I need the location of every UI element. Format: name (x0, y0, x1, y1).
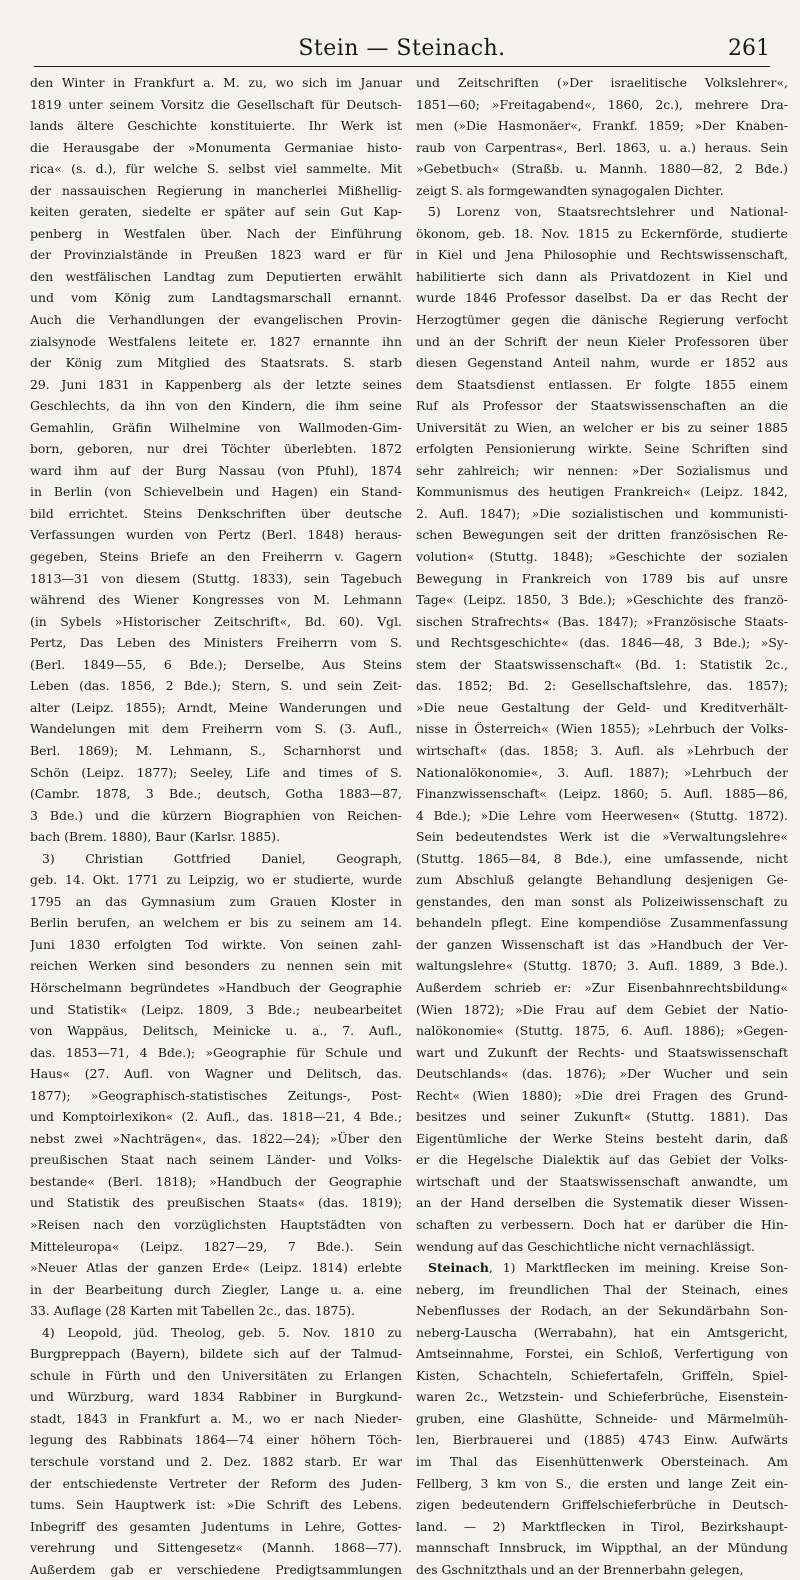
text-line: und Statistik« (Leipz. 1809, 3 Bde.; neubearbeitet (30, 1001, 402, 1017)
text-line: genstandes, den man sonst als Polizeiwissenschaft zu (416, 893, 788, 909)
text-line: (Wien 1872); »Die Frau auf dem Gebiet der Natio- (416, 1001, 788, 1017)
running-header (34, 30, 770, 67)
text-line: nisse in Österreich« (Wien 1855); »Lehrbuch der Volks- (416, 721, 788, 737)
text-line: ökonom, geb. 18. Nov. 1815 zu Eckernförde, studierte (416, 225, 788, 241)
text-line: 1813—31 von diesem (Stuttg. 1833), sein Tagebuch (30, 570, 402, 586)
text-line: Finanzwissenschaft« (Leipz. 1860; 5. Aufl. 1885—86, (416, 786, 788, 802)
text-line: geb. 14. Okt. 1771 zu Leipzig, wo er studierte, wurde (30, 872, 402, 888)
text-line: Sein bedeutendstes Werk ist die »Verwaltungslehre« (416, 829, 788, 845)
page-header-title: Stein — Steinach. (298, 36, 506, 61)
text-line: erfolgten Pensionierung wirkte. Seine Schriften sind (416, 441, 788, 457)
text-line: dem Staatsdienst entlassen. Er folgte 1855 einem (416, 376, 788, 392)
text-line: Fellberg, 3 km von S., die ersten und lange Zeit ein- (416, 1475, 788, 1491)
text-line: Berl. 1869); M. Lehmann, S., Scharnhorst und (30, 742, 402, 758)
text-line: Inbegriff des gesamten Judentums in Lehre, Gottes- (30, 1518, 402, 1534)
text-line: legung des Rabbinats 1864—74 einer höhern Töch- (30, 1432, 402, 1448)
text-line: und Komptoirlexikon« (2. Aufl., das. 1818—21, 4 Bde.; (30, 1109, 402, 1125)
text-line: Außerdem gab er verschiedene Predigtsammlungen (30, 1561, 402, 1577)
text-line: schaften zu verbessern. Doch hat er darüber die Hin- (416, 1216, 788, 1232)
text-line: Schön (Leipz. 1877); Seeley, Life and times of S. (30, 764, 402, 780)
text-line: in Berlin (von Schievelbein und Hagen) ein Stand- (30, 484, 402, 500)
text-line: 1819 unter seinem Vorsitz die Gesellschaft für Deutsch- (30, 96, 402, 112)
text-line: Verfassungen wurden von Pertz (Berl. 1848) heraus- (30, 527, 402, 543)
text-line: Deutschlands« (das. 1876); »Der Wucher und sein (416, 1066, 788, 1082)
text-line: sehr zahlreich; wir nennen: »Der Sozialismus und (416, 462, 788, 478)
text-line: 1877); »Geographisch-statistisches Zeitungs-, Post- (30, 1087, 402, 1103)
text-line: und Statistik des preußischen Staats« (das. 1819); (30, 1195, 402, 1211)
text-line: Kisten, Schachteln, Schiefertafeln, Griffeln, Spiel- (416, 1367, 788, 1383)
text-line: (Cambr. 1878, 3 Bde.; deutsch, Gotha 1883—87, (30, 786, 402, 802)
text-line: und vom König zum Landtagsmarschall ernannt. (30, 290, 402, 306)
text-line: 3) Christian Gottfried Daniel, Geograph, (42, 850, 402, 866)
text-line: alter (Leipz. 1855); Arndt, Meine Wanderungen und (30, 699, 402, 715)
text-line: 3 Bde.) und die kürzern Biographien von Reichen- (30, 807, 402, 823)
text-line: Juni 1830 erfolgten Tod wirkte. Von seinen zahl- (30, 936, 402, 952)
text-line: bild errichtet. Steins Denkschriften über deutsche (30, 505, 402, 521)
text-line: wart und Zukunft der Rechts- und Staatswissenschaft (416, 1044, 788, 1060)
text-line: Nationalökonomie«, 3. Aufl. 1887); »Lehrbuch der (416, 764, 788, 780)
entry-headword: Steinach (428, 1260, 489, 1276)
text-line: Pertz, Das Leben des Ministers Freiherrn vom S. (30, 635, 402, 651)
text-line: 4) Leopold, jüd. Theolog, geb. 5. Nov. 1810 zu (42, 1324, 402, 1340)
text-line: Herzogtümer gegen die dänische Regierung verfocht (416, 312, 788, 328)
text-line: besitzes und seiner Zukunft« (Stuttg. 1881). Das (416, 1109, 788, 1125)
text-line: born, geboren, nur drei Töchter überlebten. 1872 (30, 441, 402, 457)
text-line: 5) Lorenz von, Staatsrechtslehrer und National- (428, 204, 788, 220)
text-line: Geschlechts, da ihn von den Kindern, die ihm seine (30, 398, 402, 414)
text-line: 33. Auflage (28 Karten mit Tabellen 2c., das. 1875). (30, 1303, 356, 1319)
text-line: nebst zwei »Nachträgen«, das. 1822—24); »Über den (30, 1130, 402, 1146)
text-line: Bewegung in Frankreich von 1789 bis auf unsre (416, 570, 788, 586)
text-line: zigen bedeutendern Griffelschieferbrüche in Deutsch- (416, 1497, 788, 1513)
text-line: wurde 1846 Professor daselbst. Da er das Recht der (416, 290, 788, 306)
text-line: gruben, eine Glashütte, Schneide- und Märmelmüh- (416, 1410, 788, 1426)
text-line: neberg-Lauscha (Werrabahn), hat ein Amtsgericht, (416, 1324, 788, 1340)
text-line: (Stuttg. 1865—84, 8 Bde.), eine umfassende, nicht (416, 850, 788, 866)
text-line: an der Hand derselben die Systematik dieser Wissen- (416, 1195, 788, 1211)
text-line: sischen Strafrechts« (Bas. 1847); »Französische Staats- (416, 613, 788, 629)
text-line: men (»Die Hasmonäer«, Frankf. 1859; »Der Knaben- (416, 118, 788, 134)
left-text-column (30, 72, 402, 1580)
text-line: Haus« (27. Aufl. von Wagner und Delitsch, das. (30, 1066, 402, 1082)
text-line: Berlin berufen, an welchem er bis zu seinem am 14. (30, 915, 402, 931)
text-line: Ruf als Professor der Staatswissenschaften an die (416, 398, 788, 414)
text-line: ward ihm auf der Burg Nassau (von Pfuhl), 1874 (30, 462, 402, 478)
text-line: bestande« (Berl. 1818); »Handbuch der Geographie (30, 1173, 402, 1189)
text-line: (in Sybels »Historischer Zeitschrift«, Bd. 60). Vgl. (30, 613, 402, 629)
text-line: waren 2c., Wetzstein- und Schieferbrüche, Eisenstein- (416, 1389, 788, 1405)
text-line: den Winter in Frankfurt a. M. zu, wo sich im Januar (30, 75, 402, 90)
text-line: Kommunismus des heutigen Frankreich« (Leipz. 1842, (416, 484, 788, 500)
text-line: raub von Carpentras«, Berl. 1863, u. a.) heraus. Sein (416, 139, 788, 155)
text-line: die Herausgabe der »Monumenta Germaniae histo- (30, 139, 402, 155)
text-line: schule in Fürth und den Universitäten zu Erlangen (30, 1367, 402, 1383)
text-line: waltungslehre« (Stuttg. 1870; 3. Aufl. 1889, 3 Bde.). (416, 958, 788, 974)
text-line: Universität zu Wien, an welcher er bis zu seiner 1885 (416, 419, 788, 435)
text-line: Recht« (Wien 1880); »Die drei Fragen des Grund- (416, 1087, 788, 1103)
text-line: des Gschnitzthals und an der Brennerbahn gelegen, (416, 1561, 744, 1577)
text-line: in der Bearbeitung durch Ziegler, Lange u. a. eine (30, 1281, 402, 1297)
text-line: land. — 2) Marktflecken in Tirol, Bezirkshaupt- (416, 1518, 788, 1534)
text-line: schen Bewegungen seit der dritten französischen Re- (416, 527, 788, 543)
text-line: der ganzen Wissenschaft ist das »Handbuch der Ver- (416, 936, 788, 952)
text-line: zialsynode Westfalens leitete er. 1827 ernannte ihn (30, 333, 402, 349)
text-line: und Zeitschriften (»Der israelitische Volkslehrer«, (416, 75, 788, 90)
text-line: rica« (s. d.), für welche S. selbst viel sammelte. Mit (30, 161, 402, 177)
text-line: »Neuer Atlas der ganzen Erde« (Leipz. 1814) erlebte (30, 1260, 402, 1276)
text-line: Mitteleuropa« (Leipz. 1827—29, 7 Bde.). Sein (30, 1238, 402, 1254)
text-line: 4 Bde.); »Die Lehre vom Heerwesen« (Stuttg. 1872). (416, 807, 788, 823)
text-line: volution« (Stuttg. 1848); »Geschichte der sozialen (416, 549, 788, 565)
text-line: der König zum Mitglied des Staatsrats. S. starb (30, 355, 402, 371)
text-line: keiten geraten, siedelte er später auf sein Gut Kap- (30, 204, 402, 220)
text-line: der Provinzialstände in Preußen 1823 ward er für (30, 247, 402, 263)
text-line: Auch die Verhandlungen der evangelischen Provin- (30, 312, 402, 328)
text-line: das. 1852; Bd. 2: Gesellschaftslehre, das. 1857); (416, 678, 788, 694)
text-line: zum Abschluß gelangte Behandlung desjenigen Ge- (416, 872, 788, 888)
text-line: tums. Sein Hauptwerk ist: »Die Schrift des Lebens. (30, 1497, 402, 1513)
text-line: 2. Aufl. 1847); »Die sozialistischen und kommunisti- (416, 505, 788, 521)
text-line: reichen Werken sind besonders zu nennen sein mit (30, 958, 402, 974)
text-line: und an der Schrift der neun Kieler Professoren über (416, 333, 788, 349)
text-line: lands ältere Geschichte konstituierte. Ihr Werk ist (30, 118, 402, 134)
text-line: wendung auf das Geschichtliche nicht vernachlässigt. (416, 1238, 755, 1254)
text-line: Wandelungen mit dem Freiherrn vom S. (3. Aufl., (30, 721, 402, 737)
text-line: während des Wiener Kongresses von M. Lehmann (30, 592, 402, 608)
text-line: Außerdem schrieb er: »Zur Eisenbahnrechtsbildung« (416, 979, 788, 995)
text-line: mannschaft Innsbruck, im Wippthal, an der Mündung (416, 1540, 788, 1556)
text-line: 1851—60; »Freitagabend«, 1860, 2c.), mehrere Dra- (416, 96, 788, 112)
text-line: in Kiel und Jena Philosophie und Rechtswissenschaft, (416, 247, 788, 263)
text-line: der entschiedenste Vertreter der Reform des Juden- (30, 1475, 402, 1491)
text-line: nalökonomie« (Stuttg. 1875, 6. Aufl. 1886); »Gegen- (416, 1023, 788, 1039)
text-line: preußischen Staat nach seinem Länder- und Volks- (30, 1152, 402, 1168)
text-line: wirtschaft und der Staatswissenschaft anwandte, um (416, 1173, 788, 1189)
text-line: im Thal das Eisenhüttenwerk Obersteinach. Am (416, 1454, 788, 1469)
text-line: gegeben, Steins Briefe an den Freiherrn v. Gagern (30, 549, 402, 565)
text-line: von Wappäus, Delitsch, Meinicke u. a., 7. Aufl., (30, 1023, 402, 1039)
text-line: er die Hegelsche Dialektik auf das Gebiet der Volks- (416, 1152, 788, 1168)
text-line: Burgpreppach (Bayern), bildete sich auf der Talmud- (30, 1346, 402, 1362)
text-line: penberg in Westfalen über. Nach der Einführung (30, 225, 402, 241)
text-line: Tage« (Leipz. 1850, 3 Bde.); »Geschichte des franzö- (416, 592, 788, 608)
text-line: terschule vorstand und 2. Dez. 1882 starb. Er war (30, 1454, 402, 1469)
text-line: und Rechtsgeschichte« (das. 1846—48, 3 Bde.); »Sy- (416, 635, 788, 651)
text-line: verehrung und Sittengesetz« (Mannh. 1868—77). (30, 1540, 402, 1556)
text-line: stem der Staatswissenschaft« (Bd. 1: Statistik 2c., (416, 656, 788, 672)
text-line: Leben (das. 1856, 2 Bde.); Stern, S. und sein Zeit- (30, 678, 402, 694)
text-line: bach (Brem. 1880), Baur (Karlsr. 1885). (30, 829, 281, 845)
text-line: Amtseinnahme, Forstei, ein Schloß, Verfertigung von (416, 1346, 788, 1362)
text-line: Steinach, 1) Marktflecken im meining. Kreise Son- (428, 1260, 788, 1276)
text-line: »Reisen nach den vorzüglichsten Hauptstädten von (30, 1216, 402, 1232)
text-line: behandeln pflegt. Eine kompendiöse Zusammenfassung (416, 915, 788, 931)
text-line: neberg, im freundlichen Thal der Steinach, eines (416, 1281, 788, 1297)
text-line: (Berl. 1849—55, 6 Bde.); Derselbe, Aus Steins (30, 656, 402, 672)
text-line: Hörschelmann begründetes »Handbuch der Geographie (30, 979, 402, 995)
text-line: den westfälischen Landtag zum Deputierten erwählt (30, 268, 402, 284)
text-line: und Würzburg, ward 1834 Rabbiner in Burgkund- (30, 1389, 402, 1405)
right-text-column (416, 72, 788, 1580)
text-line: Nebenflusses der Rodach, an der Sekundärbahn Son- (416, 1303, 788, 1319)
page-number: 261 (728, 36, 770, 61)
text-line: 29. Juni 1831 in Kappenberg als der letzte seines (30, 376, 402, 392)
text-line: stadt, 1843 in Frankfurt a. M., wo er nach Nieder- (30, 1410, 402, 1426)
text-line: habilitierte sich dann als Privatdozent in Kiel und (416, 268, 788, 284)
text-line: Gemahlin, Gräfin Wilhelmine von Wallmoden-Gim- (30, 419, 402, 435)
text-line: »Gebetbuch« (Straßb. u. Mannh. 1880—82, 2 Bde.) (416, 161, 788, 177)
text-line: wirtschaft« (das. 1858; 3. Aufl. als »Lehrbuch der (416, 742, 788, 758)
text-line: diesen Gegenstand Anteil nahm, wurde er 1852 aus (416, 355, 788, 371)
text-line: »Die neue Gestaltung der Geld- und Kreditverhält- (416, 699, 788, 715)
text-line: der nassauischen Regierung in mancherlei Mißhellig- (30, 182, 402, 198)
text-line: 1795 an das Gymnasium zum Grauen Kloster in (30, 893, 402, 909)
text-line: len, Bierbrauerei und (1885) 4743 Einw. Aufwärts (416, 1432, 788, 1448)
text-line: das. 1853—71, 4 Bde.); »Geographie für Schule und (30, 1044, 402, 1060)
text-line: zeigt S. als formgewandten synagogalen Dichter. (416, 182, 724, 198)
text-line: Eigentümliche der Werke Steins besteht darin, daß (416, 1130, 788, 1146)
